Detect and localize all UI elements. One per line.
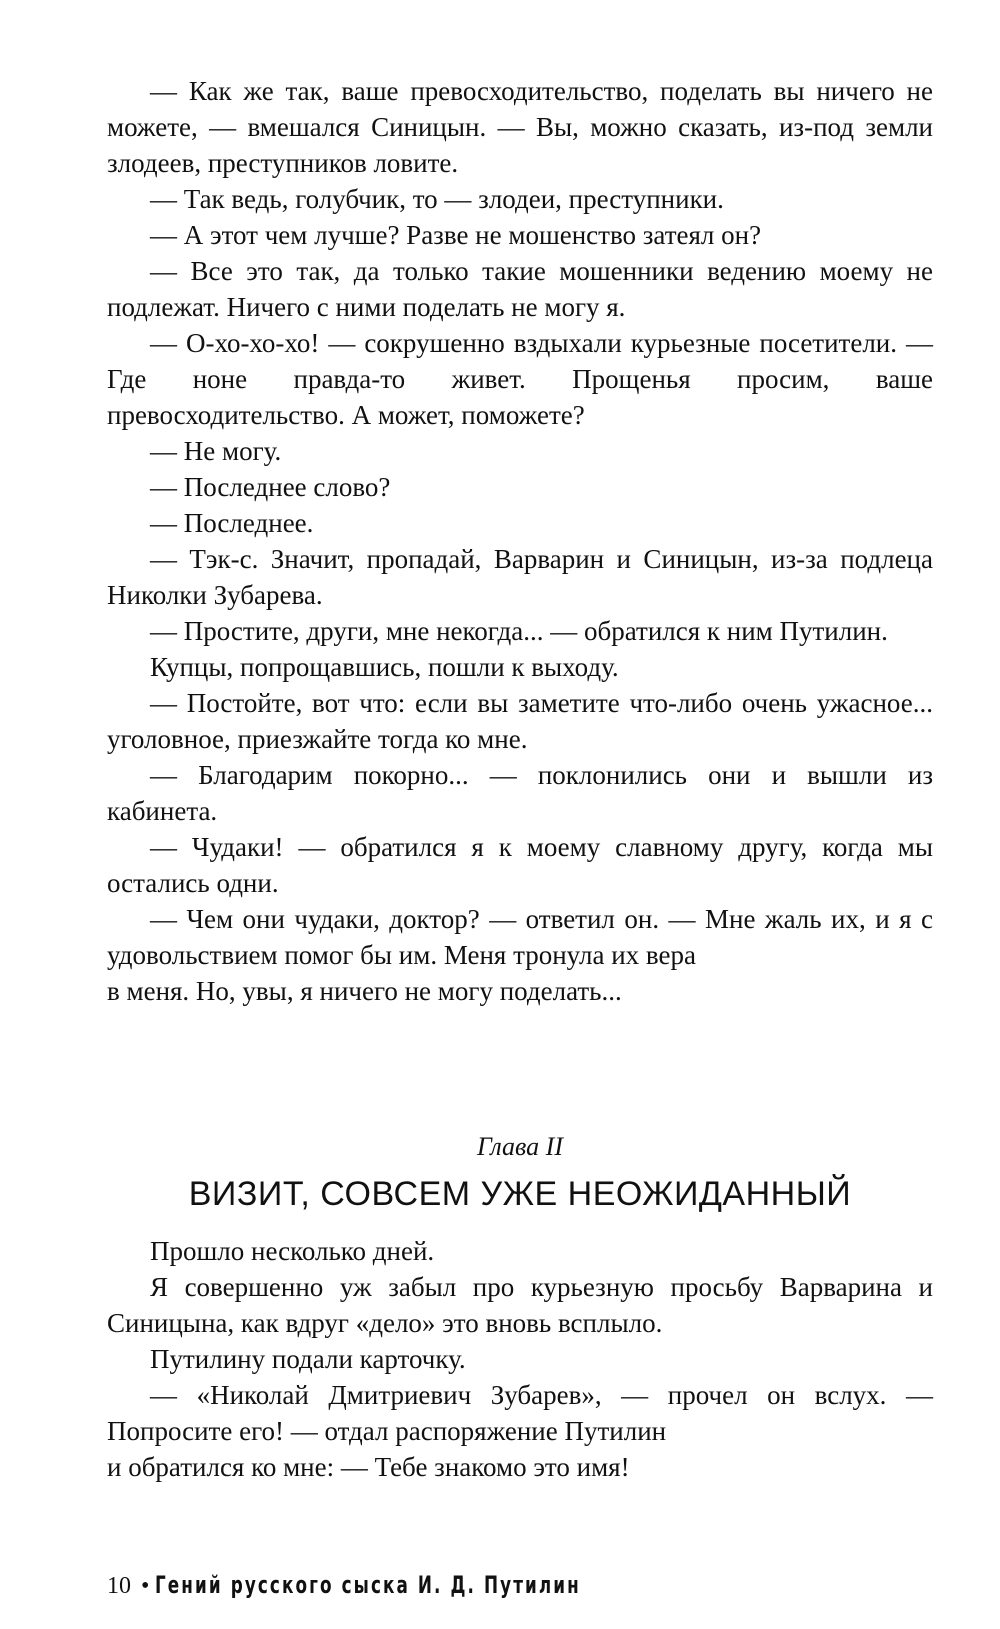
paragraph: — А этот чем лучше? Разве не мошенство затеял он? [150,220,762,250]
paragraph: — Не могу. [150,436,282,466]
footer-bullet: • [141,1573,150,1599]
paragraph: — Как же так, ваше превосходительство, поделать вы ничего не можете, — вмешался Синицын. — Вы, можно сказать, из-под земли злодеев, преступников ловите. [107,76,933,178]
paragraph: — Последнее слово? [150,472,391,502]
paragraph: — Чудаки! — обратился я к моему славному другу, когда мы остались одни. [107,832,933,898]
paragraph: Я совершенно уж забыл про курьезную просьбу Варварина и Синицына, как вдруг «дело» это вновь всплыло. [107,1272,933,1338]
paragraph: — Чем они чудаки, доктор? — ответил он. — Мне жаль их, и я с удовольствием помог бы им. Меня тронула их вера в меня. Но, увы, я ничего не могу поделать... [107,904,933,1006]
paragraph: — Благодарим покорно... — поклонились они и вышли из кабинета. [107,760,933,826]
chapter-label: Глава II [477,1132,563,1161]
paragraph: Путилину подали карточку. [150,1344,466,1374]
paragraph: — Простите, други, мне некогда... — обратился к ним Путилин. [150,616,888,646]
text-block-bottom [107,1233,933,1485]
paragraph: — «Николай Дмитриевич Зубарев», — прочел он вслух. — Попросите его! — отдал распоряжение Путилин и обратился ко мне: — Тебе знакомо это имя! [107,1380,933,1482]
paragraph: — Так ведь, голубчик, то — злодеи, преступники. [150,184,724,214]
paragraph: — Постойте, вот что: если вы заметите что-либо очень ужасное... уголовное, приезжайте тогда ко мне. [107,688,933,754]
paragraph: — Последнее. [150,508,314,538]
page-footer [107,1570,764,1601]
paragraph: — Тэк-с. Значит, пропадай, Варварин и Синицын, из-за подлеца Николки Зубарева. [107,544,933,610]
chapter-title: ВИЗИТ, СОВСЕМ УЖЕ НЕОЖИДАННЫЙ [188,1175,852,1213]
text-block-top [107,73,933,1009]
paragraph: Прошло несколько дней. [150,1236,435,1266]
paragraph: — Все это так, да только такие мошенники ведению моему не подлежат. Ничего с ними поделать не могу я. [107,256,933,322]
paragraph: Купцы, попрощавшись, пошли к выходу. [150,652,619,682]
page-number: 10 [107,1573,131,1599]
paragraph: — О-хо-хо-хо! — сокрушенно вздыхали курьезные посетители. — Где ноне правда-то живет. Прощенья просим, ваше превосходительство. А может, поможете? [107,328,933,430]
running-title: Гений русского сыска И. Д. Путилин [155,1571,582,1599]
